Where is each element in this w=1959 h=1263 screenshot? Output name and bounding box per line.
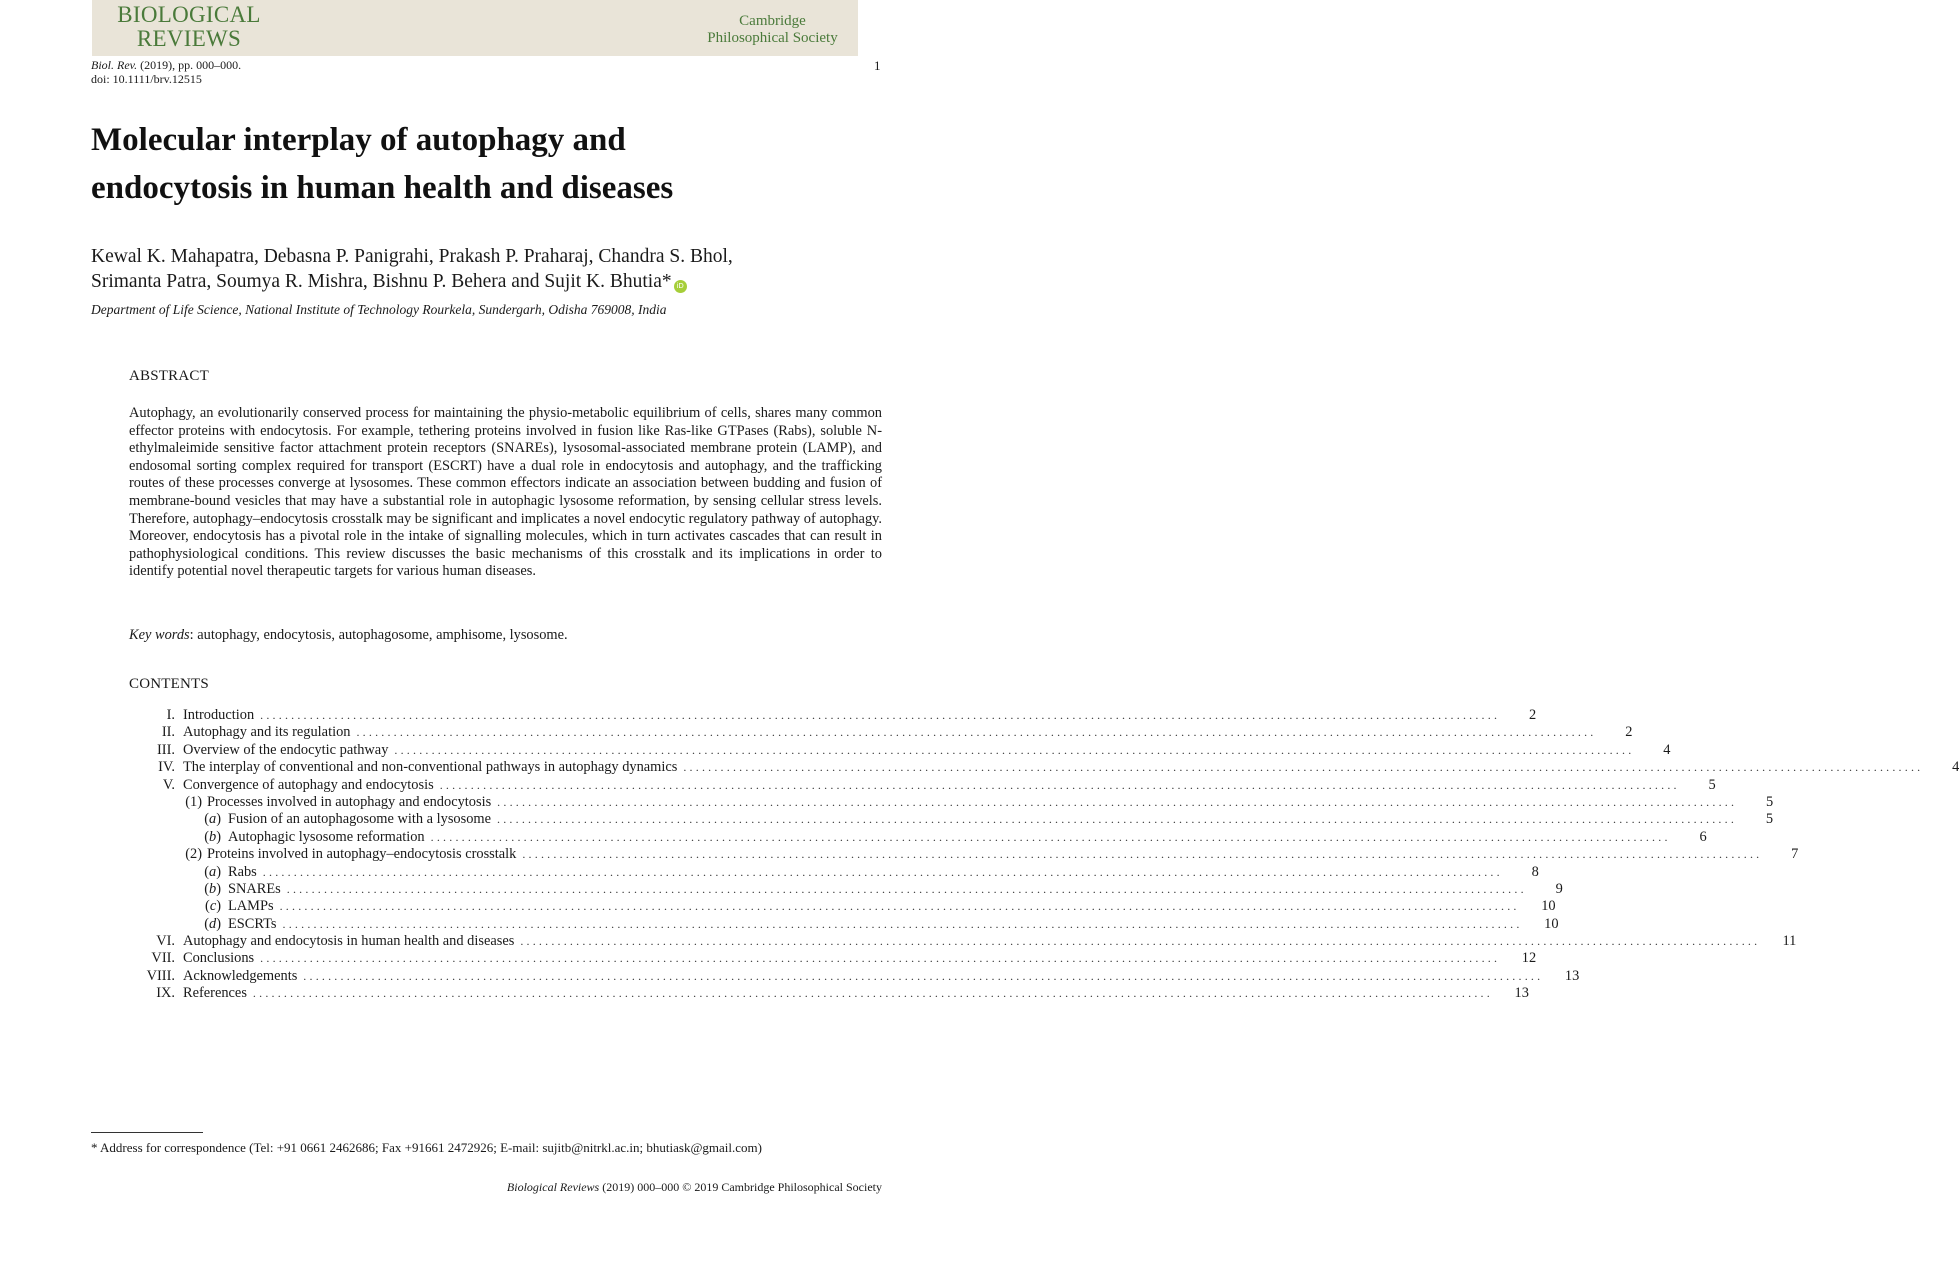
keywords bbox=[129, 627, 568, 644]
toc-entry-label: ESCRTs bbox=[228, 916, 283, 933]
toc-entry-page: 2 bbox=[1528, 707, 1537, 723]
toc-leader-dots: ........................................................................................................................................................................................................ bbox=[303, 968, 1544, 983]
toc-entry[interactable] bbox=[129, 811, 1774, 828]
doi: doi: 10.1111/brv.12515 bbox=[91, 72, 202, 86]
toc-entry-label: References bbox=[183, 985, 253, 1002]
toc-leader-dots: ........................................................................................................................................................................................................ bbox=[260, 951, 1501, 966]
toc-leader-dots: ........................................................................................................................................................................................................ bbox=[497, 812, 1738, 827]
toc-leader-dots: ........................................................................................................................................................................................................ bbox=[683, 760, 1924, 775]
society-name-line1: Cambridge bbox=[739, 13, 806, 29]
toc-leader-dots: ........................................................................................................................................................................................................ bbox=[356, 725, 1597, 740]
toc-entry-number: VI. bbox=[156, 933, 175, 950]
toc-entry-number: (2) bbox=[185, 846, 202, 863]
toc-entry-number: VII. bbox=[151, 950, 175, 967]
toc-entry-page: 13 bbox=[1514, 985, 1529, 1002]
journal-name-line1: BIOLOGICAL bbox=[117, 2, 261, 27]
toc-entry[interactable] bbox=[129, 793, 1774, 811]
toc-entry-page: 10 bbox=[1541, 898, 1556, 915]
toc-entry-page: 4 bbox=[1663, 741, 1671, 758]
toc-entry-label: Proteins involved in autophagy–endocytosis crosstalk bbox=[207, 846, 522, 863]
journal-logo bbox=[103, 3, 275, 51]
toc-entry-label: Conclusions bbox=[183, 950, 260, 967]
toc-entry-number: VIII. bbox=[146, 967, 175, 984]
toc-entry-label: SNAREs bbox=[228, 881, 287, 898]
footer-journal: Biological Reviews bbox=[506, 1180, 600, 1194]
toc-entry-page: 5 bbox=[1765, 811, 1774, 828]
page-footer bbox=[500, 1180, 882, 1195]
toc-entry-number: IX. bbox=[156, 985, 175, 1002]
toc-entry-page: 12 bbox=[1521, 950, 1537, 967]
authors-line-1: Kewal K. Mahapatra, Debasna P. Panigrahi, Prakash P. Praharaj, Chandra S. Bhol, bbox=[91, 246, 733, 267]
toc-entry-page: 7 bbox=[1791, 846, 1799, 863]
toc-entry-number: (d) bbox=[204, 915, 221, 932]
footer-copyright: (2019) 000–000 © 2019 Cambridge Philosophical Society bbox=[599, 1180, 882, 1194]
toc-entry[interactable] bbox=[129, 724, 1633, 741]
toc-entry[interactable] bbox=[129, 950, 1537, 967]
toc-entry-number: IV. bbox=[158, 759, 175, 776]
correspondence-footnote: * Address for correspondence (Tel: +91 0661 2462686; Fax +91661 2472926; E-mail: sujitb@nitrkl.ac.in; bhutiask@gmail.com) bbox=[91, 1140, 762, 1155]
citation-block bbox=[91, 58, 241, 86]
toc-entry-page: 11 bbox=[1782, 933, 1797, 950]
keywords-text: : autophagy, endocytosis, autophagosome, amphisome, lysosome. bbox=[189, 627, 568, 643]
toc-leader-dots: ........................................................................................................................................................................................................ bbox=[282, 916, 1523, 931]
toc-entry[interactable] bbox=[129, 933, 1797, 950]
toc-entry-page: 5 bbox=[1708, 776, 1716, 793]
toc-entry[interactable] bbox=[129, 828, 1707, 846]
table-of-contents bbox=[129, 707, 1959, 1003]
toc-entry-label: Autophagic lysosome reformation bbox=[228, 829, 431, 846]
toc-entry-page: 6 bbox=[1699, 828, 1707, 845]
authors-line-2: Srimanta Patra, Soumya R. Mishra, Bishnu P. Behera and Sujit K. Bhutia* bbox=[91, 271, 672, 292]
page-number: 1 bbox=[874, 58, 881, 73]
toc-entry-label: Autophagy and endocytosis in human health and diseases bbox=[183, 933, 520, 950]
toc-entry-number: (b) bbox=[204, 880, 221, 897]
toc-entry-label: LAMPs bbox=[228, 898, 280, 915]
toc-entry[interactable] bbox=[129, 898, 1556, 915]
toc-entry-number: (c) bbox=[205, 898, 221, 915]
toc-entry-number: I. bbox=[166, 707, 175, 723]
toc-leader-dots: ........................................................................................................................................................................................................ bbox=[439, 777, 1680, 792]
journal-name-line2: REVIEWS bbox=[136, 26, 242, 51]
article-title bbox=[91, 116, 871, 212]
toc-entry-label: Fusion of an autophagosome with a lysosome bbox=[228, 811, 497, 828]
toc-entry[interactable] bbox=[129, 741, 1671, 759]
toc-leader-dots: ........................................................................................................................................................................................................ bbox=[394, 742, 1635, 757]
toc-leader-dots: ........................................................................................................................................................................................................ bbox=[279, 899, 1520, 914]
author-list bbox=[91, 244, 881, 294]
toc-entry[interactable] bbox=[129, 759, 1959, 776]
toc-entry-page: 8 bbox=[1531, 863, 1539, 880]
toc-entry-label: Rabs bbox=[228, 864, 263, 881]
orcid-icon[interactable]: iD bbox=[674, 280, 687, 293]
toc-leader-dots: ........................................................................................................................................................................................................ bbox=[260, 708, 1501, 722]
toc-entry[interactable] bbox=[129, 985, 1529, 1002]
title-line-2: endocytosis in human health and diseases bbox=[91, 170, 674, 206]
toc-entry-page: 9 bbox=[1555, 880, 1563, 897]
toc-leader-dots: ........................................................................................................................................................................................................ bbox=[286, 881, 1527, 896]
toc-entry-page: 10 bbox=[1544, 915, 1559, 932]
toc-leader-dots: ........................................................................................................................................................................................................ bbox=[430, 829, 1671, 844]
toc-leader-dots: ........................................................................................................................................................................................................ bbox=[262, 864, 1503, 879]
toc-entry-label: Autophagy and its regulation bbox=[183, 724, 356, 741]
toc-entry[interactable] bbox=[129, 846, 1799, 863]
toc-entry[interactable] bbox=[129, 707, 1537, 724]
toc-entry-number: II. bbox=[161, 724, 175, 741]
toc-entry-number: V. bbox=[162, 776, 175, 793]
toc-entry-number: (a) bbox=[204, 863, 221, 880]
toc-entry-page: 2 bbox=[1625, 724, 1633, 741]
title-line-1: Molecular interplay of autophagy and bbox=[91, 122, 626, 158]
year-pages: (2019), pp. 000–000. bbox=[140, 58, 242, 72]
toc-leader-dots: ........................................................................................................................................................................................................ bbox=[252, 986, 1493, 1001]
toc-entry-label: Acknowledgements bbox=[183, 968, 303, 985]
abstract-heading: ABSTRACT bbox=[129, 368, 209, 384]
toc-entry[interactable] bbox=[129, 880, 1563, 898]
toc-leader-dots: ........................................................................................................................................................................................................ bbox=[497, 794, 1738, 809]
toc-entry[interactable] bbox=[129, 863, 1539, 881]
toc-entry-number: (1) bbox=[185, 793, 202, 810]
toc-leader-dots: ........................................................................................................................................................................................................ bbox=[520, 934, 1761, 949]
toc-entry-page: 5 bbox=[1765, 793, 1774, 810]
toc-entry-label: Overview of the endocytic pathway bbox=[183, 742, 394, 759]
abstract-text: Autophagy, an evolutionarily conserved process for maintaining the physio-metabolic equilibrium of cells, shares many common effector proteins with endocytosis. For example, tethering proteins involved in fusion like Ras-like GTPases (Rabs), soluble N-ethylmaleimide sensitive factor attachment protein receptors (SNAREs), lysosomal-associated membrane protein (LAMP), and endosomal sorting complex required for transport (ESCRT) have a dual role in endocytosis and autophagy, and the trafficking routes of these processes converge at lysosomes. These common effectors indicate an association between budding and fusion of membrane-bound vesicles that may have a substantial role in autophagic lysosome reformation, by sensing cellular stress levels. Therefore, autophagy–endocytosis crosstalk may be significant and implicates a novel endocytic regulatory pathway of autophagy. Moreover, endocytosis has a pivotal role in the intake of signalling molecules, which in turn activates cascades that can result in pathophysiological conditions. This review discusses the basic mechanisms of this crosstalk and its implications in order to identify potential novel therapeutic targets for various human diseases. bbox=[129, 405, 882, 580]
toc-entry-label: Convergence of autophagy and endocytosis bbox=[183, 777, 440, 794]
journal-abbrev: Biol. Rev. bbox=[91, 58, 138, 72]
toc-entry-number: III. bbox=[157, 741, 175, 758]
footnote-divider bbox=[91, 1132, 203, 1133]
contents-heading: CONTENTS bbox=[129, 676, 209, 692]
toc-entry-page: 4 bbox=[1952, 759, 1959, 776]
keywords-label: Key words bbox=[129, 627, 190, 643]
toc-entry[interactable] bbox=[129, 776, 1716, 794]
toc-leader-dots: ........................................................................................................................................................................................................ bbox=[522, 847, 1763, 862]
toc-entry[interactable] bbox=[129, 967, 1580, 985]
toc-entry-label: The interplay of conventional and non-conventional pathways in autophagy dynamics bbox=[183, 759, 683, 776]
society-logo bbox=[690, 13, 855, 47]
toc-entry-number: (b) bbox=[204, 828, 221, 845]
toc-entry-label: Processes involved in autophagy and endocytosis bbox=[207, 794, 497, 811]
affiliation: Department of Life Science, National Institute of Technology Rourkela, Sundergarh, Odisha 769008, India bbox=[91, 302, 667, 317]
society-name-line2: Philosophical Society bbox=[707, 30, 838, 46]
toc-entry[interactable] bbox=[129, 915, 1559, 933]
toc-entry-page: 13 bbox=[1564, 967, 1580, 984]
toc-entry-number: (a) bbox=[204, 811, 221, 828]
toc-entry-label: Introduction bbox=[183, 707, 260, 724]
